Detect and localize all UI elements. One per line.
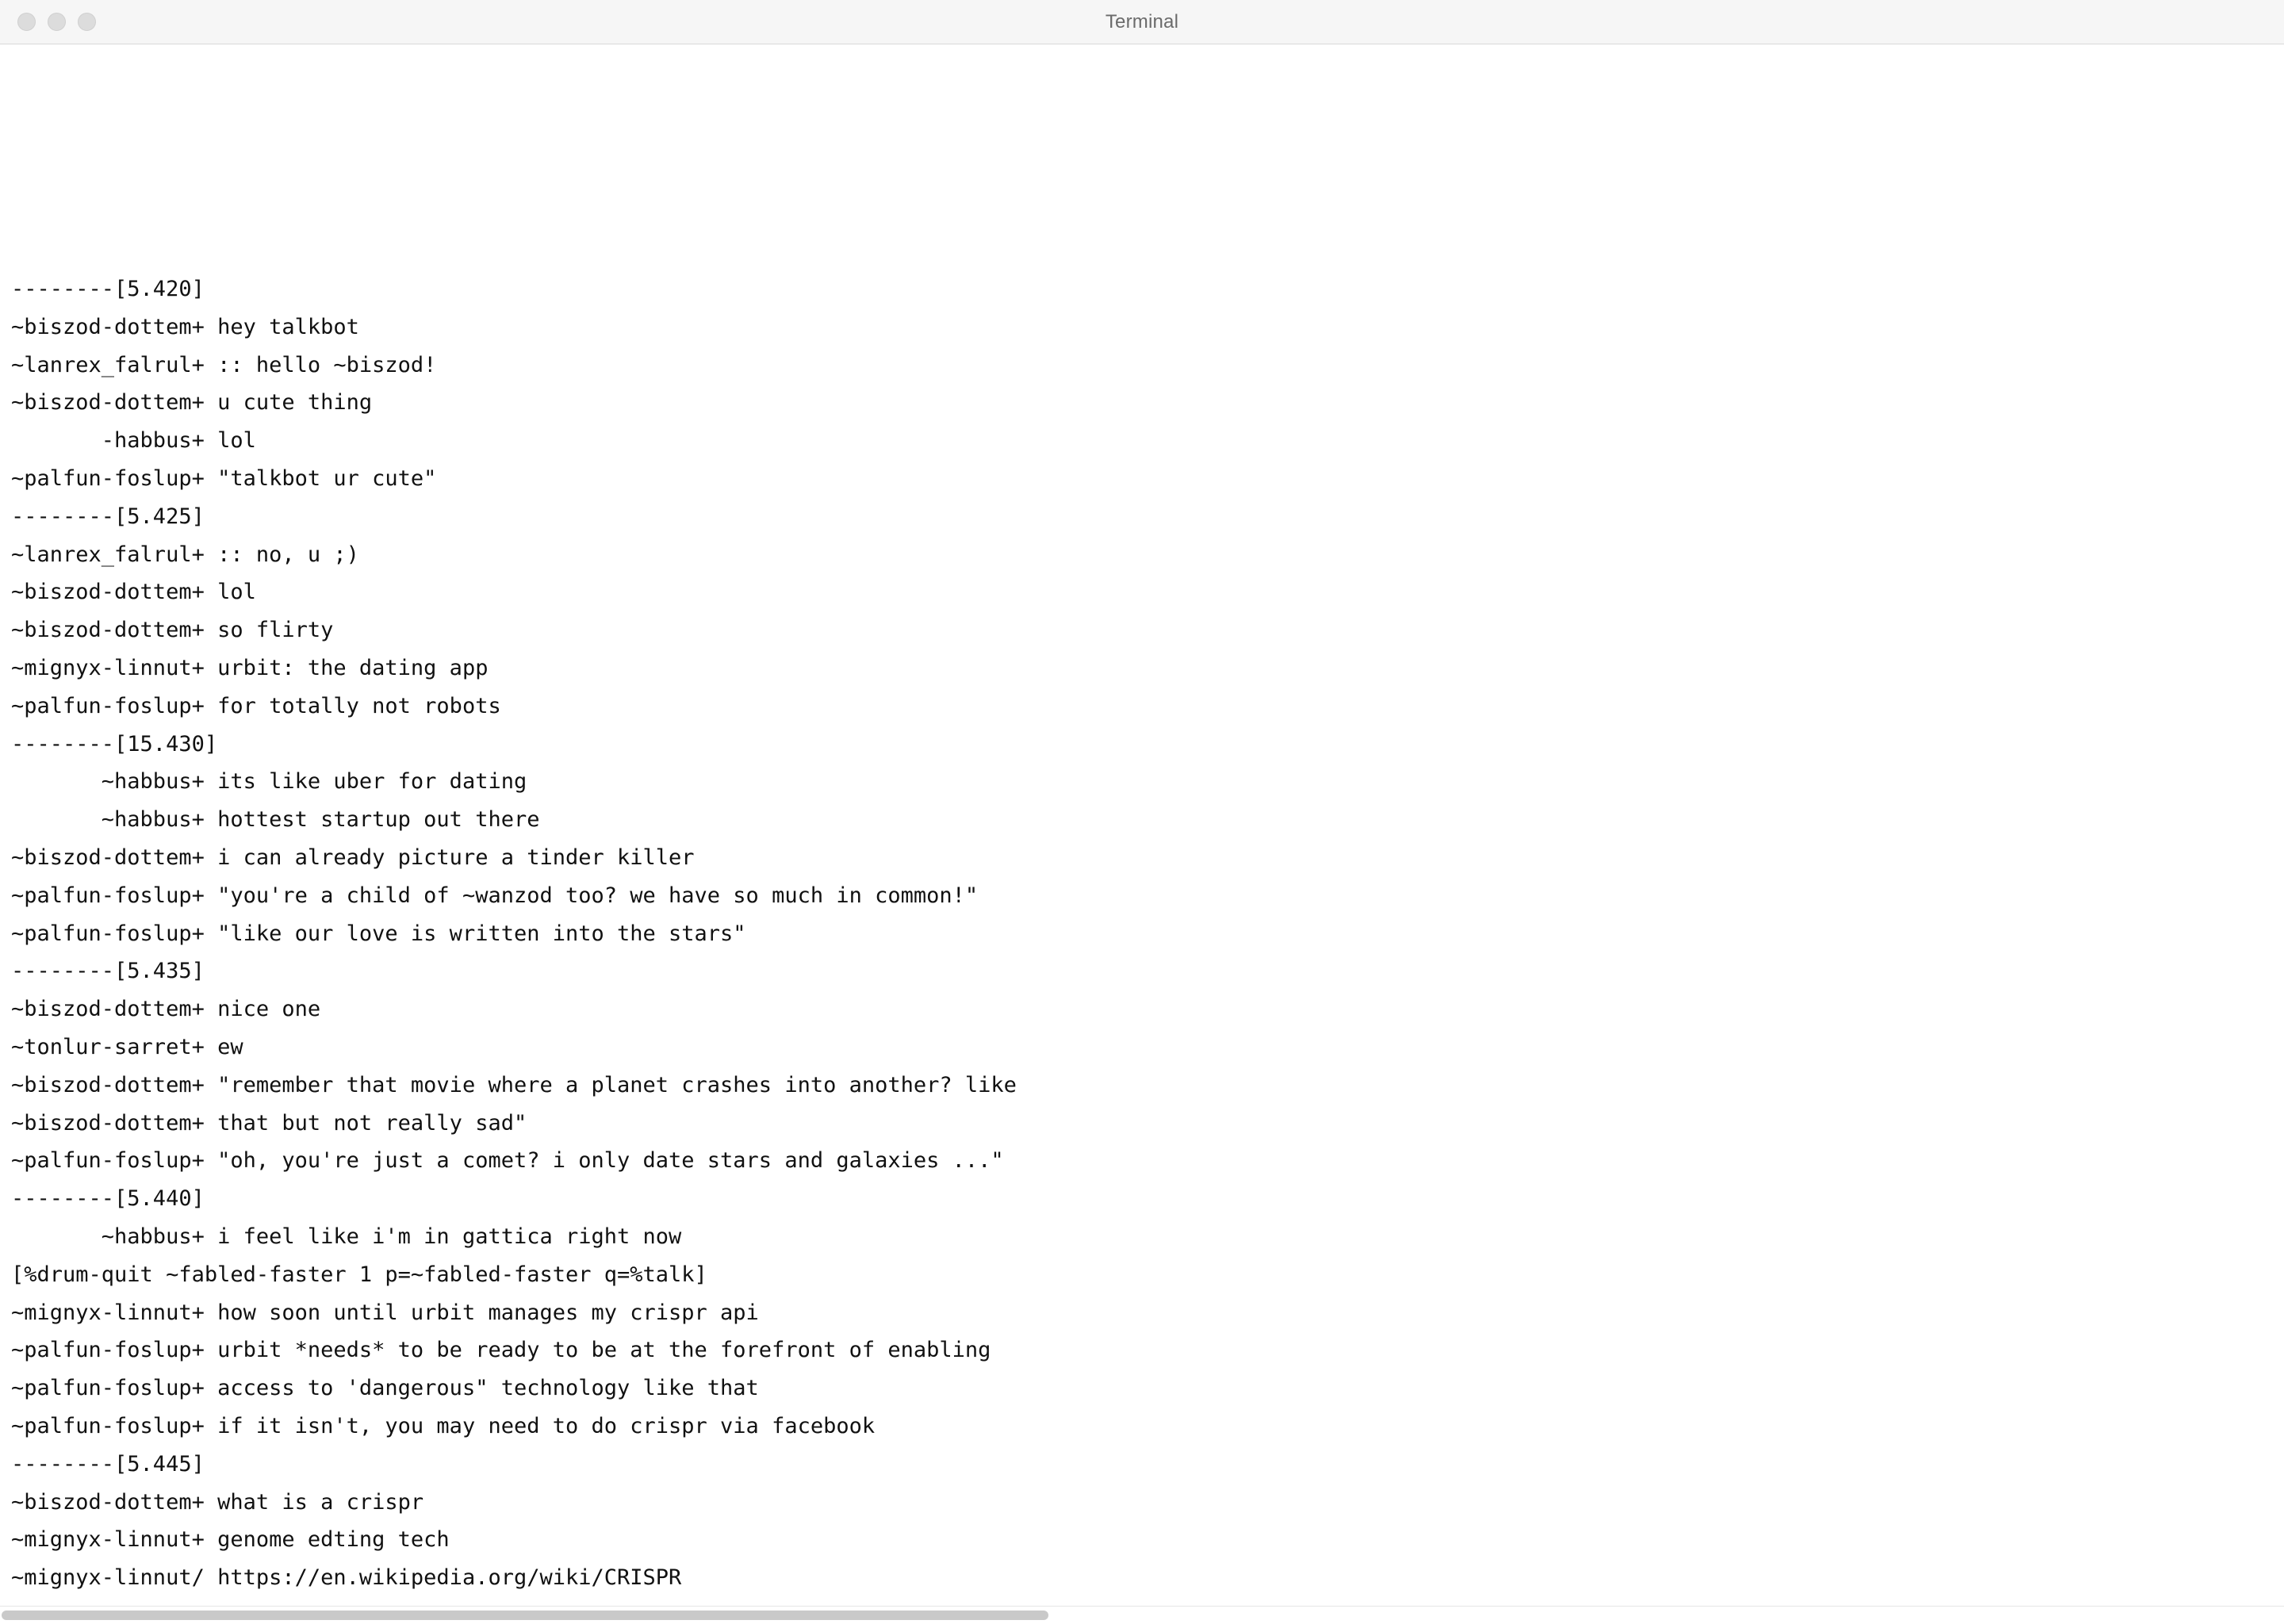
terminal-line: --------[15.430] bbox=[11, 731, 218, 756]
terminal-line: ~palfun-foslup+ urbit *needs* to be ready to be at the forefront of enabling bbox=[11, 1338, 991, 1363]
terminal-line: --------[5.440] bbox=[11, 1186, 205, 1212]
terminal-line: ~habbus+ i feel like i'm in gattica right now bbox=[11, 1224, 682, 1249]
terminal-line: --------[5.420] bbox=[11, 277, 205, 301]
terminal-line: ~biszod-dottem+ so flirty bbox=[11, 618, 334, 643]
terminal-line: ~lanrex_falrul+ :: no, u ;) bbox=[11, 542, 359, 567]
terminal-line: ~biszod-dottem+ i can already picture a tinder killer bbox=[11, 845, 695, 870]
terminal-line: ~biszod-dottem+ hey talkbot bbox=[11, 314, 359, 339]
terminal-lines bbox=[0, 44, 2284, 1624]
title-bar bbox=[0, 0, 2284, 44]
window-controls bbox=[0, 13, 96, 31]
minimize-button-icon[interactable] bbox=[48, 13, 66, 31]
terminal-line: ~mignyx-linnut/ https://en.wikipedia.org/wiki/CRISPR bbox=[11, 1565, 682, 1591]
terminal-line: [%drum-quit ~fabled-faster 1 p=~fabled-faster q=%talk] bbox=[11, 1262, 707, 1287]
horizontal-scrollbar[interactable] bbox=[0, 1606, 2284, 1624]
terminal-line: ~biszod-dottem+ u cute thing bbox=[11, 390, 373, 416]
terminal-line: ~palfun-foslup+ for totally not robots bbox=[11, 693, 501, 718]
terminal-line: ~palfun-foslup+ access to 'dangerous" technology like that bbox=[11, 1376, 759, 1401]
terminal-line: --------[5.435] bbox=[11, 959, 205, 984]
terminal-line: -habbus+ lol bbox=[11, 428, 256, 454]
terminal-line: ~mignyx-linnut+ urbit: the dating app bbox=[11, 655, 489, 680]
terminal-line: ~palfun-foslup+ "like our love is written into the stars" bbox=[11, 921, 746, 946]
terminal-line: ~palfun-foslup+ if it isn't, you may need to do crispr via facebook bbox=[11, 1413, 876, 1438]
terminal-line: ~palfun-foslup+ "talkbot ur cute" bbox=[11, 465, 437, 491]
zoom-button-icon[interactable] bbox=[78, 13, 96, 31]
terminal-line: ~biszod-dottem+ nice one bbox=[11, 997, 321, 1022]
terminal-line: ~biszod-dottem+ that but not really sad" bbox=[11, 1110, 527, 1136]
terminal-line: ~palfun-foslup+ "you're a child of ~wanzod too? we have so much in common!" bbox=[11, 883, 979, 908]
terminal-line: ~mignyx-linnut+ how soon until urbit manages my crispr api bbox=[11, 1300, 759, 1325]
terminal-line: ~habbus+ hottest startup out there bbox=[11, 807, 540, 833]
terminal-line: ~lanrex_falrul+ :: hello ~biszod! bbox=[11, 352, 437, 377]
terminal-line: --------[5.425] bbox=[11, 504, 205, 529]
terminal-line: ~biszod-dottem+ what is a crispr bbox=[11, 1489, 424, 1515]
terminal-output-area[interactable] bbox=[0, 44, 2284, 1624]
terminal-line: ~biszod-dottem+ "remember that movie where a planet crashes into another? like bbox=[11, 1072, 1017, 1097]
window-title: Terminal bbox=[1105, 10, 1179, 33]
terminal-line: ~palfun-foslup+ "oh, you're just a comet? i only date stars and galaxies ..." bbox=[11, 1148, 1004, 1174]
terminal-line: ~habbus+ its like uber for dating bbox=[11, 769, 527, 795]
close-button-icon[interactable] bbox=[17, 13, 36, 31]
terminal-line: ~tonlur-sarret+ ew bbox=[11, 1034, 243, 1059]
terminal-line: ~biszod-dottem+ lol bbox=[11, 580, 256, 605]
terminal-line: ~mignyx-linnut+ genome edting tech bbox=[11, 1527, 450, 1553]
horizontal-scroll-thumb[interactable] bbox=[2, 1611, 1048, 1620]
terminal-line: --------[5.445] bbox=[11, 1451, 205, 1477]
